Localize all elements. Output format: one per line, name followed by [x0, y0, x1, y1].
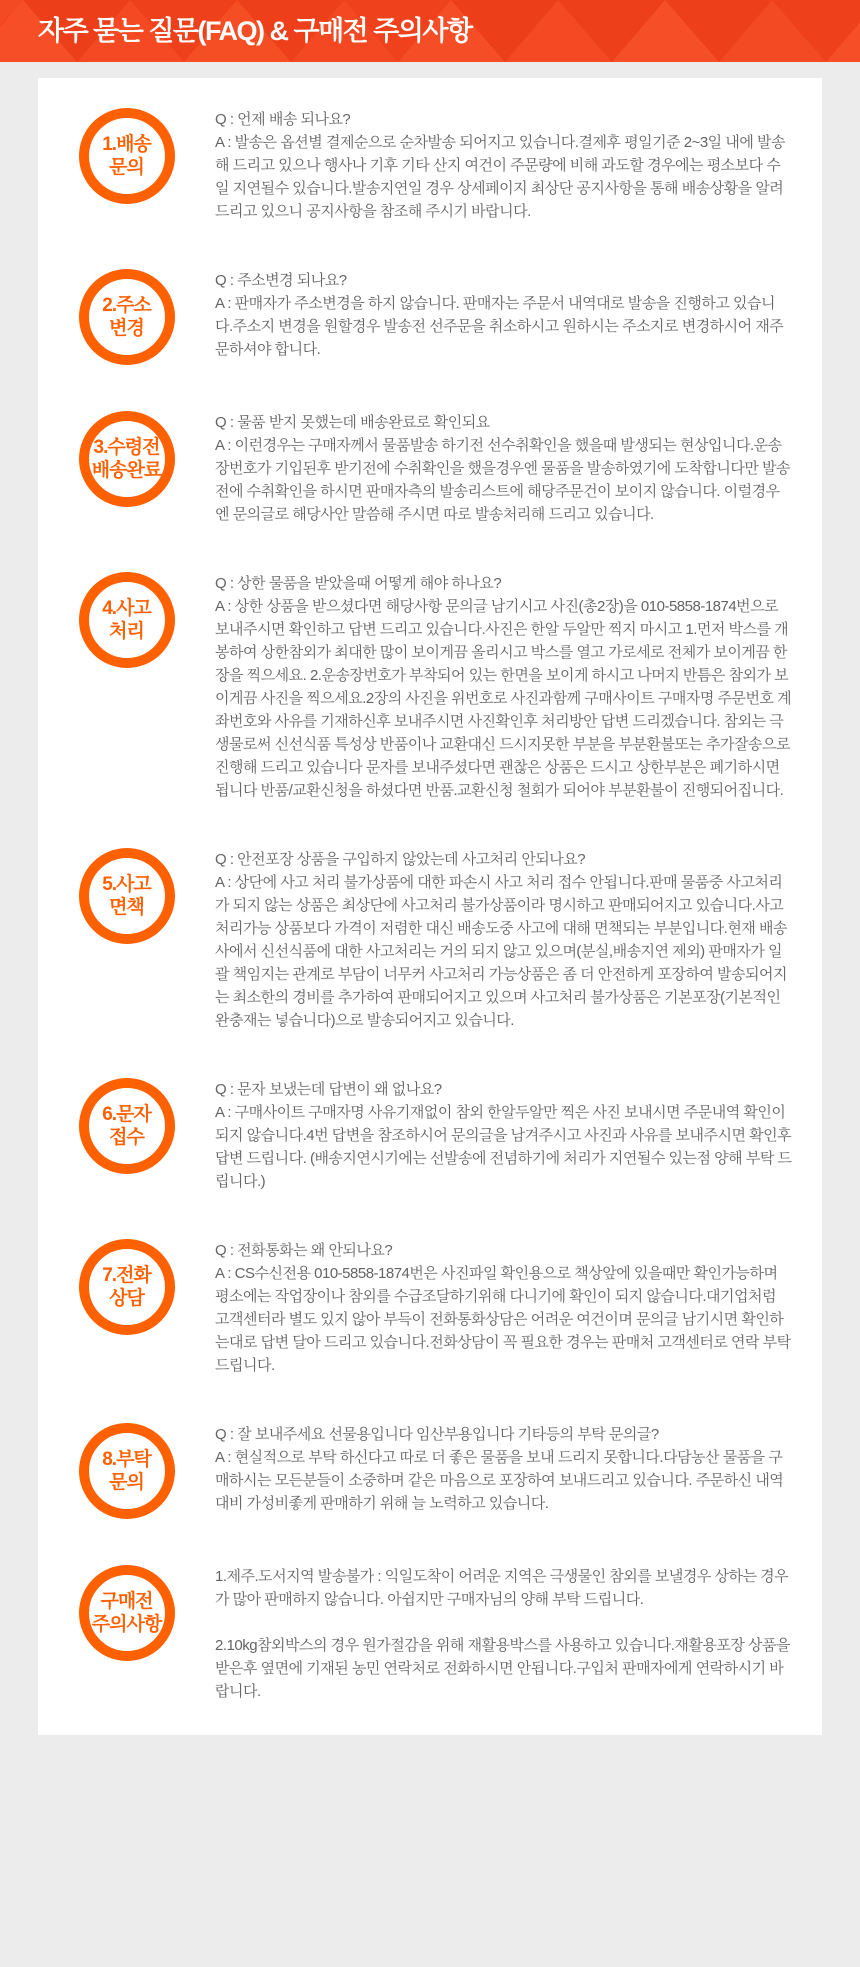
faq-answer: A : 이런경우는 구매자께서 물품발송 하기전 선수취확인을 했을때 발생되는 현상입니다.운송장번호가 기입된후 받기전에 수취확인을 했을경우엔 물품을 발송하였기에 도착합니다만 발송전에 수취확인을 하시면 판매자측의 발송리스트에 해당주문건이 보이지 않습니다. 이럴경우엔 문의글로 해당사안 말씀해 주시면 따로 발송처리해 드리고 있습니다.: [215, 437, 790, 523]
faq-question: Q : 잘 보내주세요 선물용입니다 임산부용입니다 기타등의 부탁 문의글?: [215, 1426, 659, 1443]
faq-answer: A : 판매자가 주소변경을 하지 않습니다. 판매자는 주문서 내역대로 발송을 진행하고 있습니다.주소지 변경을 원할경우 발송전 선주문을 취소하시고 원하시는 주소지로 변경하시어 재주문하셔야 합니다.: [215, 295, 784, 358]
faq-question: Q : 안전포장 상품을 구입하지 않았는데 사고처리 안되나요?: [215, 851, 586, 868]
badge-label: 면책: [109, 897, 144, 918]
faq-item-sms-inquiry: [38, 1078, 822, 1193]
badge-label: 7.전화: [102, 1265, 151, 1286]
faq-item-damage-handling: [38, 572, 822, 802]
badge-label: 처리: [109, 621, 144, 642]
badge-label: 구매전: [100, 1591, 153, 1612]
faq-question: Q : 주소변경 되나요?: [215, 272, 347, 289]
badge-label: 5.사고: [102, 874, 151, 895]
faq-answer: A : 상단에 사고 처리 불가상품에 대한 파손시 사고 처리 접수 안됩니다.판매 물품중 사고처리가 되지 않는 상품은 최상단에 사고처리 불가상품이라 명시하고 판매되어지고 있습니다.사고처리가능 상품보다 가격이 저렴한 대신 배송도중 사고에 대해 면책되는 부분입니다.현재 배송사에서 신선식품에 대한 사고처리는 거의 되지 않고 있으며(분실,배송지연 제외) 판매자가 일괄 책임지는 관계로 부담이 너무커 사고처리 가능상품은 좀 더 안전하게 포장하여 발송되어지는 최소한의 경비를 추가하여 판매되어지고 있으며 사고처리 불가상품은 기본포장(기본적인 완충재는 넣습니다)으로 발송되어지고 있습니다.: [215, 874, 787, 1029]
badge-label: 상담: [109, 1288, 144, 1309]
faq-answer: A : CS수신전용 010-5858-1874번은 사진파일 확인용으로 책상앞에 있을때만 확인가능하며 평소에는 작업장이나 참외를 수급조달하기위해 다니기에 확인이 되지 않습니다.대기업처럼 고객센터라 별도 있지 않아 부득이 전화통화상담은 어려운 여건이며 문의글 남기시면 확인하는대로 답변 달아 드리고 있습니다.전화상담이 꼭 필요한 경우는 판매처 고객센터로 연락 부탁 드립니다.: [215, 1265, 791, 1374]
faq-item-special-requests: [38, 1423, 822, 1519]
faq-item-address-change: [38, 269, 822, 365]
faq-item-damage-exemption: [38, 848, 822, 1032]
faq-badge-circle: [79, 1239, 175, 1335]
badge-label: 4.사고: [102, 598, 151, 619]
faq-badge-circle: [79, 1078, 175, 1174]
faq-question: Q : 문자 보냈는데 답변이 왜 없나요?: [215, 1081, 442, 1098]
faq-question: Q : 전화통화는 왜 안되나요?: [215, 1242, 393, 1259]
faq-badge-circle: [79, 848, 175, 944]
badge-label: 8.부탁: [102, 1449, 151, 1470]
faq-badge-circle: [79, 108, 175, 204]
notice-paragraph: 2.10kg참외박스의 경우 원가절감을 위해 재활용박스를 사용하고 있습니다.재활용포장 상품을 받은후 옆면에 기재된 농민 연락처로 전화하시면 안됩니다.구입처 판매자에게 연락하시기 바랍니다.: [215, 1637, 791, 1700]
badge-label: 문의: [109, 1472, 144, 1493]
badge-label: 1.배송: [102, 134, 151, 155]
faq-badge-circle: [79, 1423, 175, 1519]
faq-item-delivered-before-receipt: [38, 411, 822, 526]
faq-badge-circle: [79, 1565, 175, 1661]
badge-label: 접수: [109, 1127, 144, 1148]
page-title: 자주 묻는 질문(FAQ) & 구매전 주의사항: [38, 16, 472, 46]
badge-label: 3.수령전: [93, 437, 160, 458]
faq-card: [38, 78, 822, 1735]
badge-label: 문의: [109, 157, 144, 178]
faq-header-banner: [0, 0, 860, 62]
faq-item-shipping: [38, 108, 822, 223]
badge-label: 6.문자: [102, 1104, 151, 1125]
faq-answer: A : 상한 상품을 받으셨다면 해당사항 문의글 남기시고 사진(총2장)을 010-5858-1874번으로 보내주시면 확인하고 답변 드리고 있습니다.사진은 한알 두알만 찍지 마시고 1.먼저 박스를 개봉하여 상한참외가 최대한 많이 보이게끔 올리시고 박스를 열고 가로세로 전체가 보이게끔 한장을 찍으세요. 2.운송장번호가 부착되어 있는 한면을 보이게 하시고 나머지 반틈은 참외가 보이게끔 사진을 찍으세요.2장의 사진을 위번호로 사진과함께 구매사이트 구매자명 주문번호 계좌번호와 사유를 기재하신후 보내주시면 사진확인후 처리방안 답변 드리겠습니다. 참외는 극생물로써 신선식품 특성상 반품이나 교환대신 드시지못한 부분을 부분환불또는 추가잘송으로 진행해 드리고 있습니다 문자를 보내주셨다면 괜찮은 상품은 드시고 상한부분은 폐기하시면 됩니다 반품/교환신청을 하셨다면 반품.교환신청 철회가 되어야 부분환불이 진행되어집니다.: [215, 598, 792, 799]
notice-paragraph: 1.제주.도서지역 발송불가 : 익일도착이 어려운 지역은 극생물인 참외를 보낼경우 상하는 경우가 많아 판매하지 않습니다. 아쉽지만 구매자님의 양해 부탁 드립니다.: [215, 1568, 789, 1608]
badge-label: 주의사항: [91, 1614, 162, 1635]
badge-label: 배송완료: [91, 460, 162, 481]
faq-question: Q : 상한 물품을 받았을때 어떻게 해야 하나요?: [215, 575, 502, 592]
badge-label: 변경: [109, 318, 144, 339]
faq-badge-circle: [79, 411, 175, 507]
faq-answer: A : 발송은 옵션별 결제순으로 순차발송 되어지고 있습니다.결제후 평일기준 2~3일 내에 발송해 드리고 있으나 행사나 기후 기타 산지 여건이 주문량에 비해 과도할 경우에는 평소보다 수일 지연될수 있습니다.발송지연일 경우 상세페이지 최상단 공지사항을 통해 배송상황을 알려 드리고 있으니 공지사항을 참조해 주시기 바랍니다.: [215, 134, 785, 220]
faq-item-prepurchase-notice: [38, 1565, 822, 1703]
faq-answer: A : 구매사이트 구매자명 사유기재없이 참외 한알두알만 찍은 사진 보내시면 주문내역 확인이 되지 않습니다.4번 답변을 참조하시어 문의글을 남겨주시고 사진과 사유를 보내주시면 확인후 답변 드립니다. (배송지연시기에는 선발송에 전념하기에 처리가 지연될수 있는점 양해 부탁 드립니다.): [215, 1104, 792, 1190]
faq-answer: A : 현실적으로 부탁 하신다고 따로 더 좋은 물품을 보내 드리지 못합니다.다담농산 물품을 구매하시는 모든분들이 소중하며 같은 마음으로 포장하여 보내드리고 있습니다. 주문하신 내역 대비 가성비좋게 판매하기 위해 늘 노력하고 있습니다.: [215, 1449, 784, 1512]
faq-badge-circle: [79, 269, 175, 365]
faq-question: Q : 물품 받지 못했는데 배송완료로 확인되요: [215, 414, 490, 431]
faq-badge-circle: [79, 572, 175, 668]
badge-label: 2.주소: [102, 295, 151, 316]
faq-question: Q : 언제 배송 되나요?: [215, 111, 351, 128]
faq-item-phone-consult: [38, 1239, 822, 1377]
